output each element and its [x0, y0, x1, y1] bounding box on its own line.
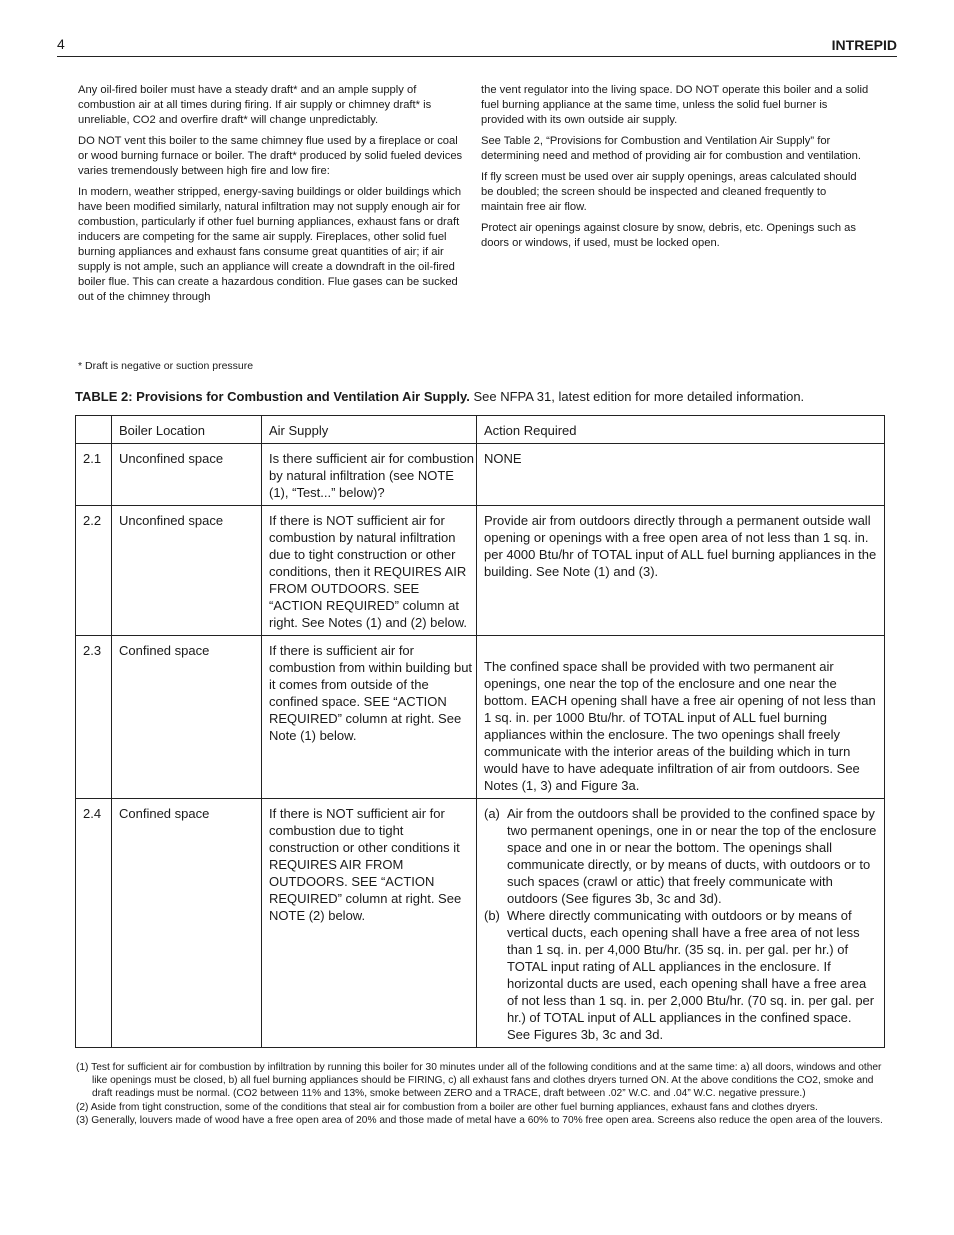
paragraph: the vent regulator into the living space. DO NOT operate this boiler and a solid fuel burning appliance at the same time, unless the solid fuel burner is provided with its own outside air supply.: [481, 84, 869, 126]
header-cell-number: [76, 416, 112, 444]
paragraph: See Table 2, “Provisions for Combustion and Ventilation Air Supply” for determining need and method of providing air for combustion and ventilation.: [481, 135, 861, 162]
right-text-column: [481, 83, 871, 257]
action-item-a: [484, 805, 878, 907]
row-air-supply: If there is sufficient air for combustion from within building but it comes from outside of the confined space. SEE “ACTION REQUIRED” column at right. See Note (1) below.: [262, 636, 477, 799]
table-caption-title: TABLE 2: Provisions for Combustion and Ventilation Air Supply.: [75, 389, 470, 404]
item-text: Where directly communicating with outdoors or by means of vertical ducts, each opening shall have a free area of not less than 1 sq. in. per 4,000 Btu/hr. (35 sq. in. per gal. per hr.) of TOTAL input rating of ALL appliances in the enclosure. If horizontal ducts are used, each opening shall have a free area of not less than 1 sq. in. per 2,000 Btu/hr. (70 sq. in. per gal. per hr.) of TOTAL input of ALL appliances in the confined space. See Figures 3b, 3c and 3d.: [507, 908, 875, 1042]
row-location: Confined space: [112, 636, 262, 799]
row-number: 2.1: [76, 444, 112, 506]
row-action: [477, 799, 885, 1048]
note-item: (3) Generally, louvers made of wood have a free open area of 20% and those made of metal have a 60% to 70% free open area. Screens also reduce the open area of the louvers.: [76, 1114, 883, 1126]
document-title: INTREPID: [831, 37, 897, 53]
row-number: 2.4: [76, 799, 112, 1048]
paragraph: In modern, weather stripped, energy-saving buildings or older buildings which have been modified similarly, natural infiltration may not supply enough air for combustion, particularly if other fuel burning appliances, exhaust fans or draft inducers are competing for the same air supply. Fireplaces, other solid fuel burning appliances and exhaust fans consume great quantities of air; if air supply is not ample, such an appliance will create a downdraft in the oil-fired boiler flue. This can create a hazardous condition. Flue gases can be sucked out of the chimney through: [78, 186, 462, 303]
draft-footnote: * Draft is negative or suction pressure: [78, 360, 254, 372]
note-item: (1) Test for sufficient air for combustion by infiltration by running this boiler for 30 minutes under all of the following conditions and at the same time: a) all doors, windows and other like openings must be closed, b) all fuel burning appliances should be FIRING, c) all exhaust fans and clothes dryers turned ON. At the above conditions the CO2, smoke and draft readings must be normal. (CO2 between 11% and 13%, smoke between ZERO and a TRACE, draft between .02” W.C. and .04” W.C. negative pressure.): [76, 1062, 882, 1100]
paragraph: Protect air openings against closure by snow, debris, etc. Openings such as doors or windows, if used, must be locked open.: [481, 222, 856, 249]
table-row: [76, 799, 885, 1048]
row-action: The confined space shall be provided with two permanent air openings, one near the top of the enclosure and one near the bottom. EACH opening shall have a free air opening of not less than 1 sq. in. per 1000 Btu/hr. of TOTAL input of ALL fuel burning appliances within the enclosure. The two openings shall freely communicate with the interior areas of the building which in turn would have to have adequate infiltration of air from outdoors. See Notes (1, 3) and Figure 3a.: [477, 636, 885, 799]
table-header-row: [76, 416, 885, 444]
row-air-supply: If there is NOT sufficient air for combustion by natural infiltration due to tight construction or other conditions, then it REQUIRES AIR FROM OUTDOORS. SEE “ACTION REQUIRED” column at right. See Notes (1) and (2) below.: [262, 506, 477, 636]
header-cell-boiler-location: Boiler Location: [112, 416, 262, 444]
table-row: [76, 444, 885, 506]
table-row: [76, 636, 885, 799]
row-location: Unconfined space: [112, 506, 262, 636]
table-caption-note: See NFPA 31, latest edition for more detailed information.: [469, 389, 805, 404]
header-cell-action-required: Action Required: [477, 416, 885, 444]
header-cell-air-supply: Air Supply: [262, 416, 477, 444]
paragraph: Any oil-fired boiler must have a steady draft* and an ample supply of combustion air at all times during firing. If air supply or chimney draft* is unreliable, CO2 and overfire draft* will change unpredictably.: [78, 84, 432, 126]
left-text-column: [78, 83, 468, 311]
table-caption: [75, 389, 804, 404]
table-notes: [76, 1061, 884, 1127]
row-number: 2.2: [76, 506, 112, 636]
paragraph: If fly screen must be used over air supply openings, areas calculated should be doubled; the screen should be inspected and cleaned frequently to maintain free air flow.: [481, 171, 857, 213]
item-label: (a): [484, 806, 500, 821]
paragraph: DO NOT vent this boiler to the same chimney flue used by a fireplace or coal or wood burning furnace or boiler. The draft* produced by solid fueled devices varies tremendously between high fire and low fire:: [78, 135, 463, 177]
page-number: 4: [57, 36, 65, 52]
note-item: (2) Aside from tight construction, some of the conditions that steal air for combustion from a boiler are other fuel burning appliances, exhaust fans and clothes dryers.: [76, 1101, 818, 1113]
action-item-b: [484, 907, 878, 1043]
row-location: Unconfined space: [112, 444, 262, 506]
page-header: [57, 36, 897, 57]
row-location: Confined space: [112, 799, 262, 1048]
row-action: NONE: [477, 444, 885, 506]
table-row: [76, 506, 885, 636]
provisions-table: [75, 415, 885, 1048]
row-action: Provide air from outdoors directly through a permanent outside wall opening or openings with a free open area of not less than 1 sq. in. per 4000 Btu/hr of TOTAL input of ALL fuel burning appliances in the building. See Note (1) and (3).: [477, 506, 885, 636]
item-text: Air from the outdoors shall be provided to the confined space by two permanent openings, one in or near the top of the enclosure space and one in or near the bottom. The openings shall communicate directly, or by means of ducts, with outdoors or to such spaces (crawl or attic) that freely communicate with outdoors (See figures 3b, 3c and 3d).: [507, 806, 877, 906]
row-air-supply: Is there sufficient air for combustion by natural infiltration (see NOTE (1), “Test...” below)?: [262, 444, 477, 506]
item-label: (b): [484, 908, 500, 923]
row-air-supply: If there is NOT sufficient air for combustion due to tight construction or other conditions it REQUIRES AIR FROM OUTDOORS. SEE “ACTION REQUIRED” column at right. See NOTE (2) below.: [262, 799, 477, 1048]
row-number: 2.3: [76, 636, 112, 799]
